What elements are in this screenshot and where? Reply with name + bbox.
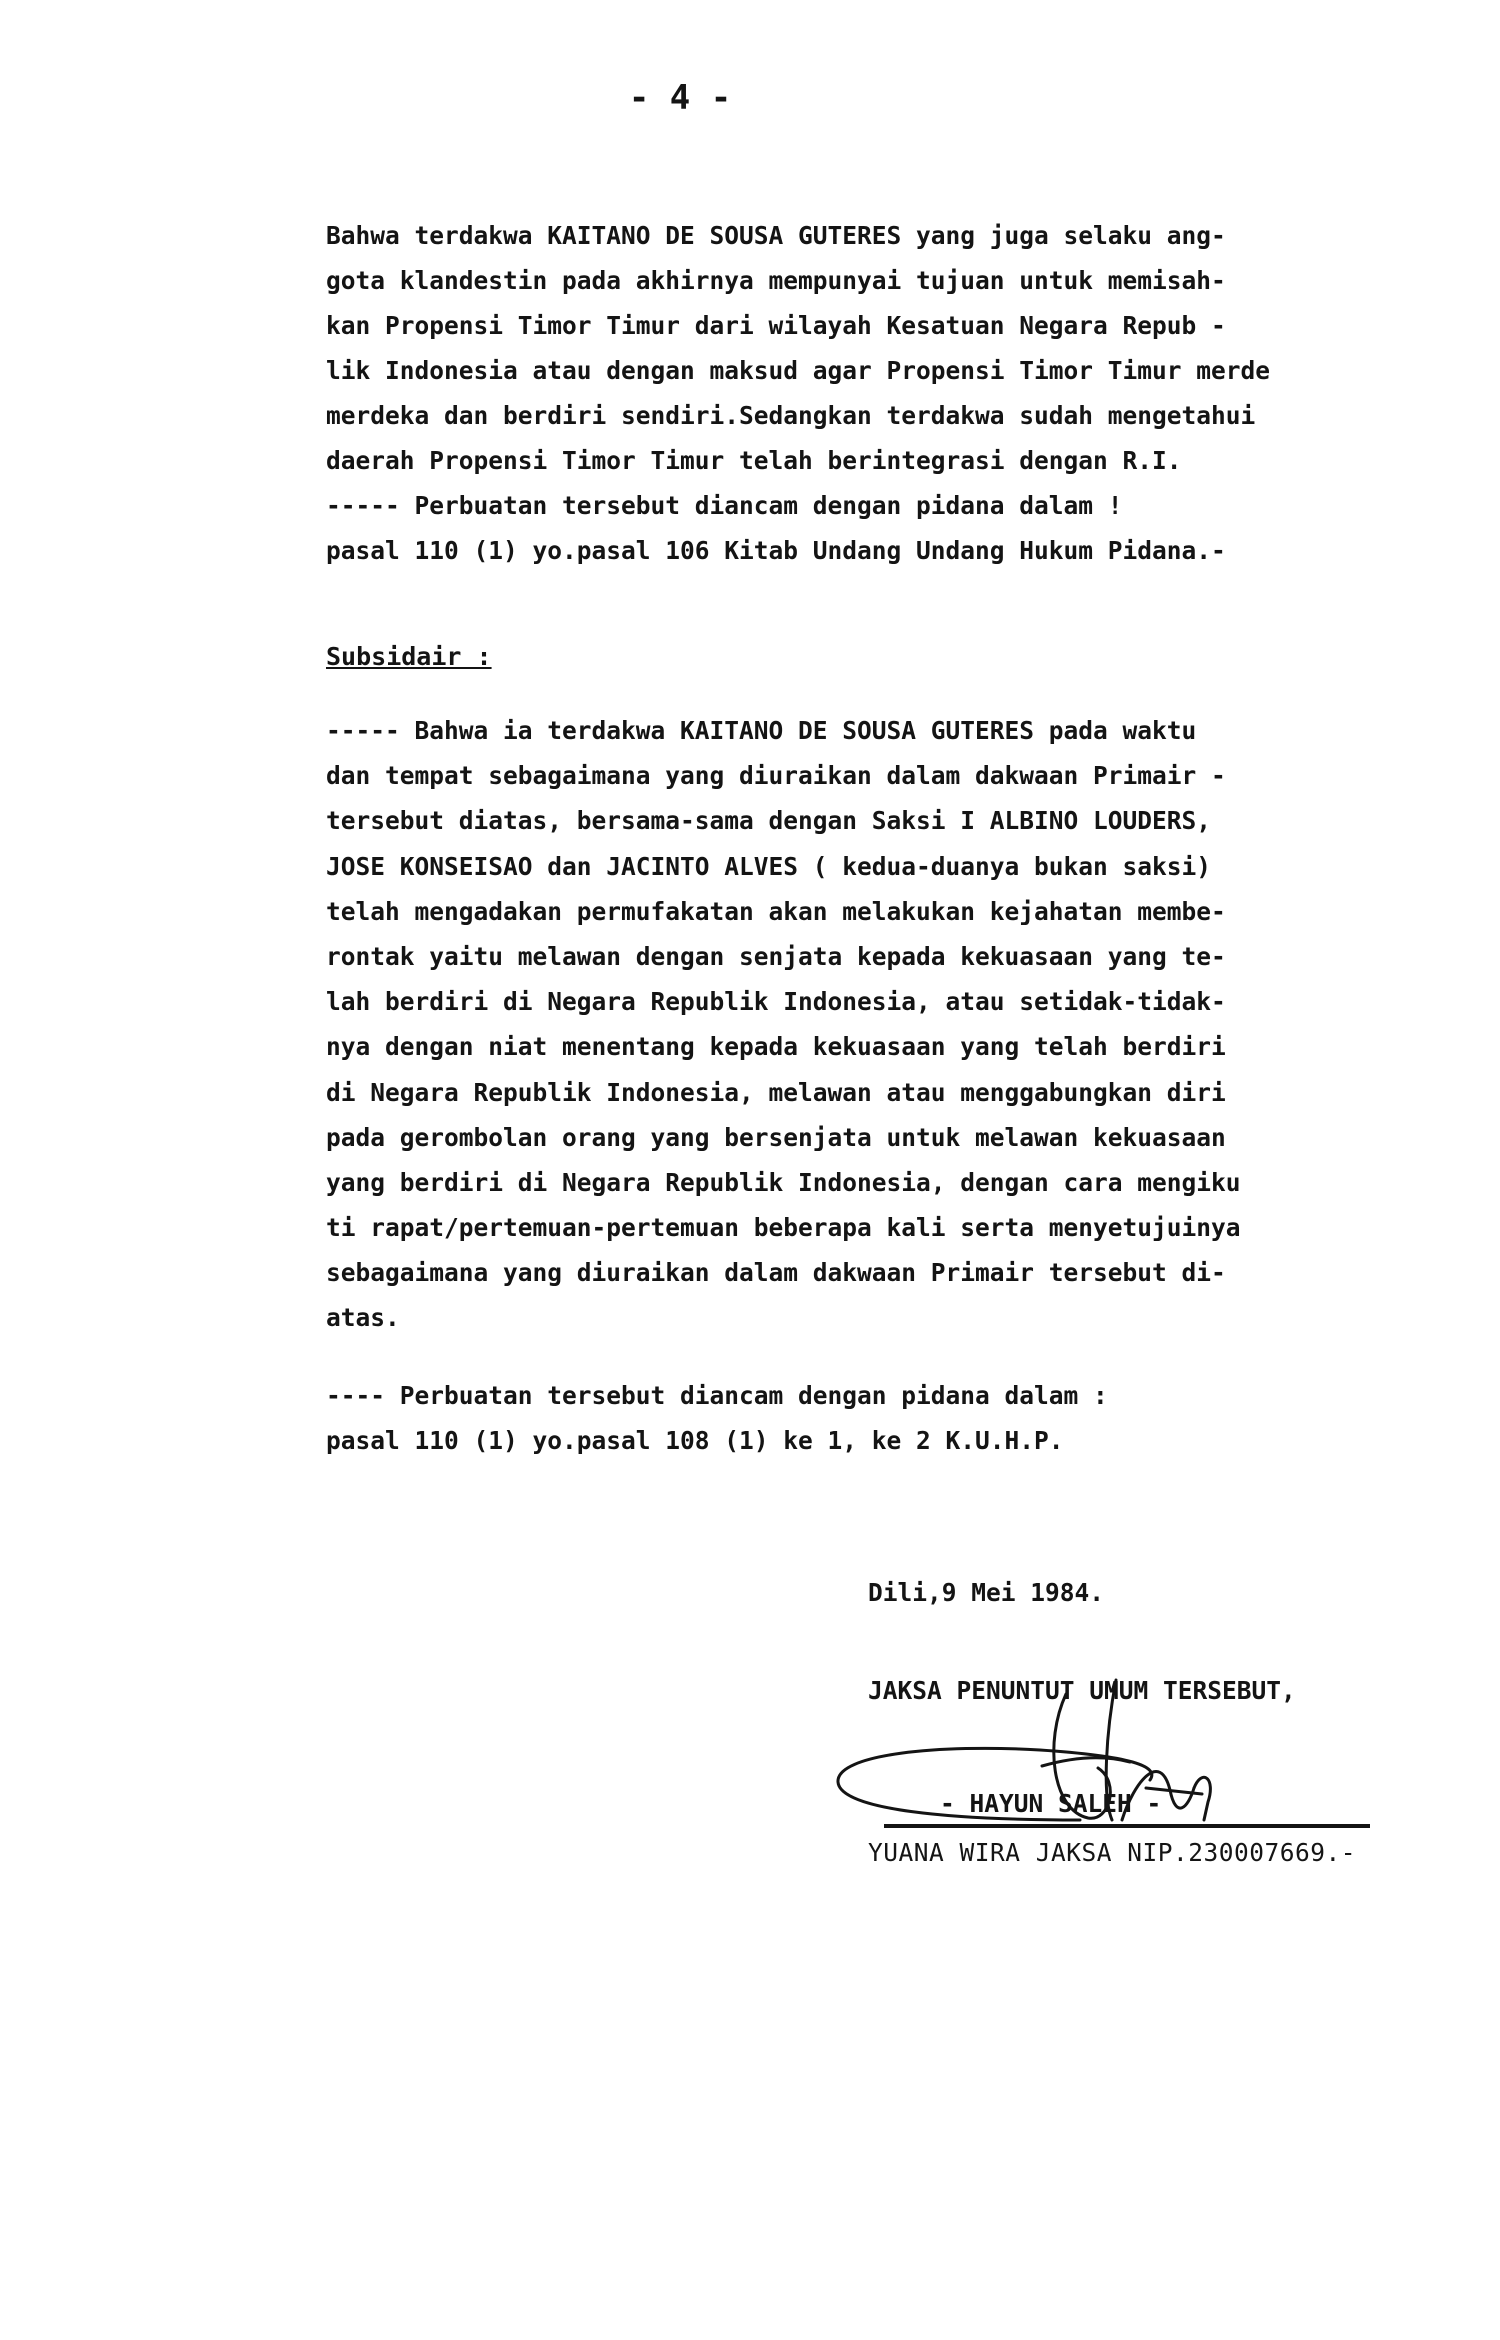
text-line: ti rapat/pertemuan-pertemuan beberapa kali serta menyetujuinya xyxy=(326,1213,1241,1243)
text-line: ----- Perbuatan tersebut diancam dengan pidana dalam ! xyxy=(326,491,1123,520)
text-line: daerah Propensi Timor Timur telah berintegrasi dengan R.I. xyxy=(326,446,1182,475)
subsidair-paragraph xyxy=(326,708,1486,1341)
text-line: telah mengadakan permufakatan akan melakukan kejahatan membe- xyxy=(326,896,1226,926)
text-line: dan tempat sebagaimana yang diuraikan dalam dakwaan Primair - xyxy=(326,761,1226,791)
text-line: ---- Perbuatan tersebut diancam dengan pidana dalam : xyxy=(326,1381,1108,1410)
prosecutor-name: - HAYUN SALEH - xyxy=(940,1789,1162,1818)
text-line: yang berdiri di Negara Republik Indonesia, dengan cara mengiku xyxy=(326,1167,1241,1197)
text-line: atas. xyxy=(326,1303,400,1333)
place-date: Dili,9 Mei 1984. xyxy=(868,1578,1105,1607)
primair-threat-clause xyxy=(326,483,1486,573)
prosecutor-rank-nip: YUANA WIRA JAKSA NIP.230007669.- xyxy=(868,1838,1357,1867)
official-title: JAKSA PENUNTUT UMUM TERSEBUT, xyxy=(868,1676,1296,1705)
text-line: nya dengan niat menentang kepada kekuasaan yang telah berdiri xyxy=(326,1032,1226,1062)
text-line: rontak yaitu melawan dengan senjata kepada kekuasaan yang te- xyxy=(326,941,1226,971)
page-number: - 4 - xyxy=(628,78,732,118)
text-line: Bahwa terdakwa KAITANO DE SOUSA GUTERES yang juga selaku ang- xyxy=(326,221,1226,250)
text-line: pasal 110 (1) yo.pasal 106 Kitab Undang Undang Hukum Pidana.- xyxy=(326,536,1226,565)
signature-line xyxy=(884,1824,1370,1828)
text-line: di Negara Republik Indonesia, melawan atau menggabungkan diri xyxy=(326,1077,1226,1107)
text-line: pasal 110 (1) yo.pasal 108 (1) ke 1, ke 2 K.U.H.P. xyxy=(326,1426,1064,1455)
text-line: lah berdiri di Negara Republik Indonesia, atau setidak-tidak- xyxy=(326,987,1226,1017)
text-line: pada gerombolan orang yang bersenjata untuk melawan kekuasaan xyxy=(326,1122,1226,1152)
text-line: merdeka dan berdiri sendiri.Sedangkan terdakwa sudah mengetahui xyxy=(326,401,1256,430)
text-line: tersebut diatas, bersama-sama dengan Saksi I ALBINO LOUDERS, xyxy=(326,806,1212,836)
text-line: lik Indonesia atau dengan maksud agar Propensi Timor Timur merde xyxy=(326,356,1271,385)
text-line: sebagaimana yang diuraikan dalam dakwaan Primair tersebut di- xyxy=(326,1258,1226,1288)
subsidair-heading: Subsidair : xyxy=(326,642,492,671)
text-line: ----- Bahwa ia terdakwa KAITANO DE SOUSA GUTERES pada waktu xyxy=(326,716,1197,745)
primair-paragraph xyxy=(326,213,1486,483)
subsidair-threat-clause xyxy=(326,1373,1486,1463)
text-line: kan Propensi Timor Timur dari wilayah Kesatuan Negara Repub - xyxy=(326,311,1226,340)
text-line: gota klandestin pada akhirnya mempunyai tujuan untuk memisah- xyxy=(326,266,1226,295)
text-line: JOSE KONSEISAO dan JACINTO ALVES ( kedua-duanya bukan saksi) xyxy=(326,851,1212,881)
